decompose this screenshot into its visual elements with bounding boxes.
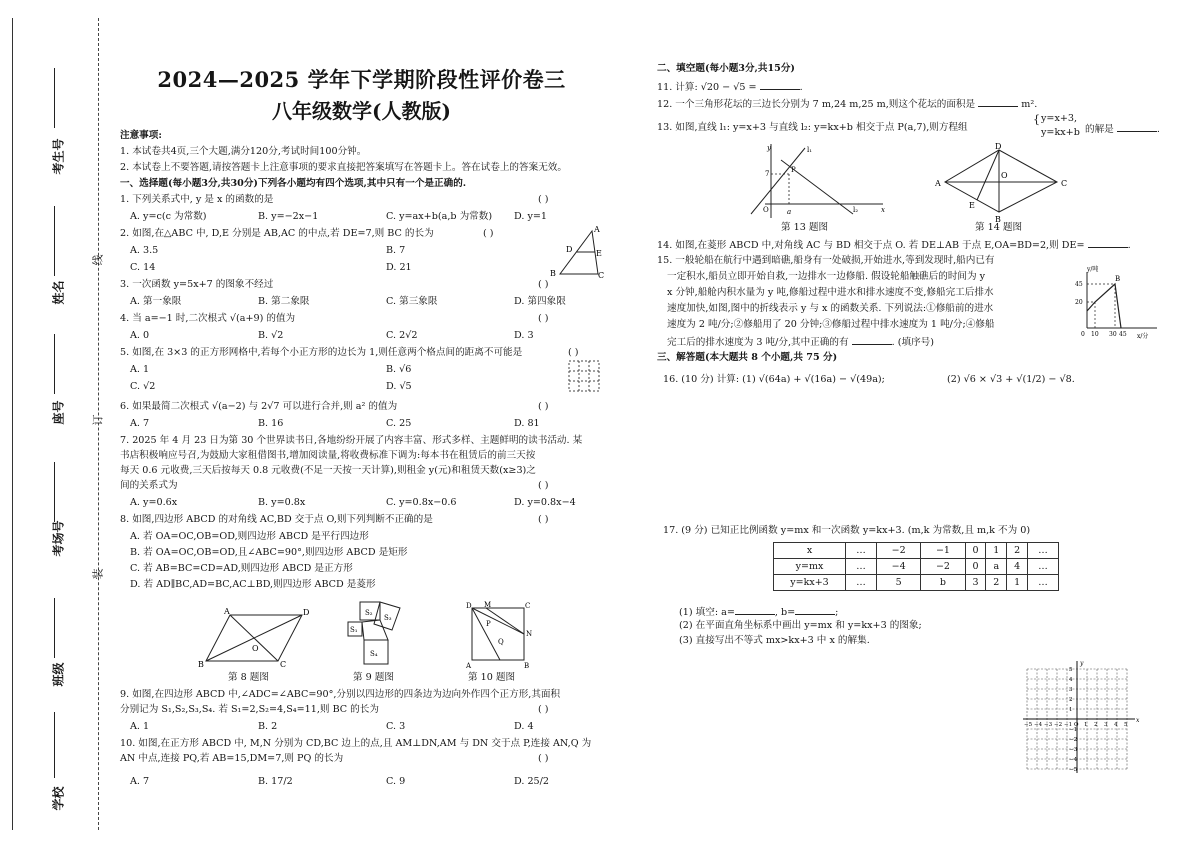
q15-water-graph [1075,266,1165,342]
q14-figure-caption: 第 14 题图 [975,222,1023,233]
q17-a-blank [735,605,775,615]
svg-text:S₃: S₃ [384,614,392,622]
svg-text:A: A [224,607,230,616]
table-cell: 1 [1007,575,1028,591]
table-cell: y=mx [774,559,846,575]
y-tick-label: −2 [1069,737,1078,743]
svg-text:E: E [969,201,975,210]
field-room-label: 考场号 [51,520,66,557]
q15-y-label: y/吨 [1087,266,1099,273]
q1-option-b: B. y=−2x−1 [258,211,319,222]
q7-option-c: C. y=0.8x−0.6 [386,497,457,508]
field-exam-id-label: 考生号 [51,138,66,175]
table-row [774,559,1059,575]
field-line-school [54,712,55,778]
q4-answer-paren: ( ) [538,313,549,324]
svg-text:D: D [466,602,472,610]
q17-coordinate-grid [1015,662,1149,786]
svg-text:O: O [763,206,769,214]
q9-stem-line1: 9. 如图,在四边形 ABCD 中,∠ADC=∠ABC=90°,分别以四边形的四条边为边向外作四个正方形,其面积 [120,689,561,700]
q15-line1: 15. 一般轮船在航行中遇到暗礁,船身有一处破损,开始进水,等到发现时,船内已有 [657,255,995,266]
q4-option-b: B. √2 [258,330,284,341]
svg-text:C: C [525,602,531,610]
y-tick-label: 4 [1069,677,1073,683]
q7-option-b: B. y=0.8x [258,497,306,508]
q9-option-a: A. 1 [130,721,150,732]
q15-y-tick-45: 45 [1075,281,1083,288]
field-line-room [54,462,55,522]
svg-text:S₄: S₄ [370,650,378,658]
q15-x-tick-30: 30 [1109,331,1117,338]
svg-text:l₁: l₁ [807,146,813,154]
section3-heading: 三、解答题(本大题共 8 个小题,共 75 分) [657,352,838,363]
q5-option-a: A. 1 [130,364,150,375]
svg-text:P: P [791,166,796,174]
svg-text:B: B [995,215,1001,224]
table-cell: −4 [876,559,920,575]
y-tick-label: 3 [1069,687,1073,693]
table-cell: 5 [876,575,920,591]
q5-option-d: D. √5 [386,381,412,392]
table-cell: … [846,575,877,591]
q1-stem: 1. 下列关系式中, y 是 x 的函数的是 [120,194,274,205]
q8-answer-paren: ( ) [538,514,549,525]
x-tick-label: 2 [1094,722,1098,728]
q10-figure-caption: 第 10 题图 [468,672,516,683]
q17-part2: (2) 在平面直角坐标系中画出 y=mx 和 y=kx+3 的图象; [679,620,922,631]
svg-text:S₂: S₂ [365,609,373,617]
x-tick-label: 4 [1114,722,1118,728]
x-tick-label: 3 [1104,722,1108,728]
svg-text:N: N [526,630,533,638]
svg-text:E: E [596,249,602,258]
q14-rhombus-figure [935,142,1071,224]
table-cell: 0 [965,559,986,575]
q9-option-d: D. 4 [514,721,534,732]
q9-stem-line2: 分别记为 S₁,S₂,S₃,S₄. 若 S₁=2,S₂=4,S₄=11,则 BC 的长为 [120,704,379,715]
field-line-exam-id [54,68,55,128]
svg-text:P: P [486,620,491,628]
q15-line4: 速度加快,如图,图中的折线表示 y 与 x 的函数关系. 下列说法:①修船前的进水 [667,303,994,314]
q4-option-d: D. 3 [514,330,534,341]
svg-text:B: B [550,269,556,278]
field-class-label: 班级 [51,662,66,687]
y-tick-label: 2 [1069,697,1073,703]
table-cell: … [846,559,877,575]
cut-mark-line: 线 [91,254,105,266]
svg-text:D: D [303,608,310,617]
q8-option-b: B. 若 OA=OC,OB=OD,且∠ABC=90°,则四边形 ABCD 是矩形 [130,547,408,558]
table-cell: … [1028,575,1059,591]
table-cell: −2 [876,543,920,559]
q4-stem: 4. 当 a=−1 时,二次根式 √(a+9) 的值为 [120,313,296,324]
q2-triangle-figure [550,225,605,280]
q15-x-label: x/分 [1137,333,1149,340]
q16-part1: 16. (10 分) 计算: (1) √(64a) + √(16a) − √(49a); [663,374,885,385]
svg-text:O: O [1001,171,1008,180]
q10-square-figure [464,602,534,672]
y-tick-label: −5 [1069,767,1078,773]
q7-option-d: D. y=0.8x−4 [514,497,576,508]
svg-text:M: M [484,601,492,609]
svg-text:l₂: l₂ [853,206,859,214]
table-row [774,575,1059,591]
field-line-class [54,598,55,658]
field-school-label: 学校 [51,786,66,811]
q13-text: 13. 如图,直线 l₁: y=x+3 与直线 l₂: y=kx+b 相交于点 P(a,7),则方程组 [657,122,968,133]
table-cell: −1 [921,543,965,559]
q12-text: 12. 一个三角形花坛的三边长分别为 7 m,24 m,25 m,则这个花坛的面积是 [657,99,976,110]
q11-text: 11. 计算: √20 − √5 = [657,82,757,93]
table-cell: a [986,559,1007,575]
q10-answer-paren: ( ) [538,753,549,764]
q7-stem-line2: 书店积极响应号召,为鼓励大家租借图书,增加阅读量,将收费标准下调为:每本书在租赁后的前三天按 [120,450,536,461]
table-cell: x [774,543,846,559]
q9-answer-paren: ( ) [538,704,549,715]
q11-stem: 11. 计算: √20 − √5 = . [657,82,803,93]
q16-part2: (2) √6 × √3 + √(1/2) − √8. [947,374,1075,385]
q1-answer-paren: ( ) [538,194,549,205]
q14-stem: 14. 如图,在菱形 ABCD 中,对角线 AC 与 BD 相交于点 O. 若 DE⊥AB 于点 E,OA=BD=2,则 DE= . [657,240,1131,251]
table-cell: 4 [1007,559,1028,575]
q9-figure-caption: 第 9 题图 [353,672,394,683]
field-name-label: 姓名 [51,280,66,305]
svg-text:7: 7 [765,170,770,178]
table-cell: −2 [921,559,965,575]
svg-text:A: A [466,662,472,670]
q7-stem-line3: 每天 0.6 元收费,三天后按每天 0.8 元收费(不足一天按一天计算),则租金 y(元)和租赁天数(x≥3)之 [120,465,536,476]
q2-option-c: C. 14 [130,262,156,273]
q13-figure-caption: 第 13 题图 [781,222,829,233]
q4-option-a: A. 0 [130,330,150,341]
q15-line6-text: 完工后的排水速度为 3 吨/分,其中正确的有 [667,337,849,348]
q6-answer-paren: ( ) [538,401,549,412]
q10-stem-line1: 10. 如图,在正方形 ABCD 中, M,N 分别为 CD,BC 边上的点,且 AM⊥DN,AM 与 DN 交于点 P,连接 AN,Q 为 [120,738,592,749]
q13-tail: 的解是 . [1085,124,1160,135]
q7-stem-line4: 间的关系式为 [120,480,178,491]
note-2: 2. 本试卷上不要答题,请按答题卡上注意事项的要求直接把答案填写在答题卡上。答在试卷上的答案无效。 [120,162,567,173]
q15-line5: 速度为 2 吨/分;②修船用了 20 分钟;③修船过程中排水速度为 1 吨/分;④修船 [667,319,995,330]
q15-x-tick-10: 10 [1091,331,1099,338]
q17-value-table [773,542,1059,591]
q6-option-c: C. 25 [386,418,412,429]
q15-line6 [667,335,934,349]
q3-option-b: B. 第二象限 [258,296,310,307]
q3-stem: 3. 一次函数 y=5x+7 的图象不经过 [120,279,274,290]
svg-text:S₁: S₁ [350,626,358,634]
y-axis-label: y [1080,660,1084,667]
q12-answer-blank [978,97,1018,107]
q15-point-b: B [1115,275,1121,283]
q6-option-b: B. 16 [258,418,284,429]
table-cell: 2 [1007,543,1028,559]
field-seat-label: 座号 [51,400,66,425]
svg-text:x: x [881,206,885,214]
x-tick-label: −2 [1054,722,1063,728]
q6-option-a: A. 7 [130,418,150,429]
q1-option-c: C. y=ax+b(a,b 为常数) [386,211,493,222]
table-cell: 3 [965,575,986,591]
q10-option-d: D. 25/2 [514,776,549,787]
svg-text:D: D [995,142,1002,151]
binding-margin [0,0,118,847]
q7-stem-line1: 7. 2025 年 4 月 23 日为第 30 个世界读书日,各地纷纷开展了内容丰富、形式多样、主题鲜明的读书活动. 某 [120,435,583,446]
q5-stem: 5. 如图,在 3×3 的正方形网格中,若每个小正方形的边长为 1,则任意两个格点间的距离不可能是 [120,347,523,358]
q4-option-c: C. 2√2 [386,330,418,341]
y-tick-label: −3 [1069,747,1078,753]
q5-option-c: C. √2 [130,381,156,392]
table-cell: 2 [986,575,1007,591]
q10-option-a: A. 7 [130,776,150,787]
q6-option-d: D. 81 [514,418,540,429]
q2-option-b: B. 7 [386,245,406,256]
table-cell: … [1028,559,1059,575]
q5-grid-figure [568,360,601,393]
q5-option-b: B. √6 [386,364,412,375]
svg-text:D: D [566,245,573,254]
q13-answer-blank [1117,122,1157,132]
svg-text:O: O [252,644,259,653]
q1-option-a: A. y=c(c 为常数) [130,211,207,222]
q17-stem: 17. (9 分) 已知正比例函数 y=mx 和一次函数 y=kx+3. (m,k 为常数,且 m,k 不为 0) [663,525,1031,536]
section1-heading: 一、选择题(每小题3分,共30分)下列各小题均有四个选项,其中只有一个是正确的. [120,178,467,189]
q8-stem: 8. 如图,四边形 ABCD 的对角线 AC,BD 交于点 O,则下列判断不正确的是 [120,514,433,525]
q10-stem-line2: AN 中点,连接 PQ,若 AB=15,DM=7,则 PQ 的长为 [120,753,344,764]
q15-x-tick-0: 0 [1081,331,1085,338]
q3-answer-paren: ( ) [538,279,549,290]
q10-option-c: C. 9 [386,776,406,787]
q8-option-d: D. 若 AD∥BC,AD=BC,AC⊥BD,则四边形 ABCD 是菱形 [130,579,376,590]
svg-text:C: C [598,271,605,280]
x-tick-label: −1 [1064,722,1073,728]
q3-option-d: D. 第四象限 [514,296,566,307]
margin-outer-line [12,18,13,830]
q9-squares-figure [346,600,422,672]
y-tick-label: 5 [1069,667,1073,673]
section2-heading: 二、填空题(每小题3分,共15分) [657,63,795,74]
q15-x-tick-45: 45 [1119,331,1127,338]
x-tick-label: −4 [1034,722,1043,728]
q10-option-b: B. 17/2 [258,776,293,787]
x-tick-label: O [1074,722,1079,728]
q2-stem: 2. 如图,在△ABC 中, D,E 分别是 AB,AC 的中点,若 DE=7,则 BC 的长为 [120,228,434,239]
q7-answer-paren: ( ) [538,480,549,491]
q11-answer-blank [760,80,800,90]
q17-part1-b: , b= [774,607,796,618]
field-line-seat [54,334,55,394]
q2-option-a: A. 3.5 [130,245,159,256]
q8-option-c: C. 若 AB=BC=CD=AD,则四边形 ABCD 是正方形 [130,563,353,574]
q17-b-blank [795,605,835,615]
exam-title: 2024—2025 学年下学期阶段性评价卷三 [157,67,566,92]
table-cell: … [846,543,877,559]
q17-part1-a: (1) 填空: a= [679,607,735,618]
exam-subtitle: 八年级数学(人教版) [272,99,451,123]
q5-answer-paren: ( ) [568,347,579,358]
x-tick-label: 5 [1124,722,1128,728]
y-tick-label: 1 [1069,707,1073,713]
svg-text:B: B [524,662,530,670]
table-cell: 0 [965,543,986,559]
q15-answer-blank [852,335,892,345]
q13-lines-figure [745,142,885,220]
q17-part3: (3) 直接写出不等式 mx>kx+3 中 x 的解集. [679,635,870,646]
table-cell: 1 [986,543,1007,559]
q3-option-c: C. 第三象限 [386,296,438,307]
q13-tail-text: 的解是 [1085,124,1114,135]
svg-text:A: A [594,225,600,234]
q13-system-eq1: y=x+3, [1041,113,1078,124]
svg-text:C: C [1061,179,1068,188]
q12-stem [657,97,1037,111]
q13-stem [657,122,968,134]
q9-option-c: C. 3 [386,721,406,732]
table-cell: b [921,575,965,591]
q9-option-b: B. 2 [258,721,278,732]
q15-y-tick-20: 20 [1075,299,1083,306]
y-tick-label: −4 [1069,757,1078,763]
q8-figure-caption: 第 8 题图 [228,672,269,683]
q3-option-a: A. 第一象限 [130,296,182,307]
q2-option-d: D. 21 [386,262,412,273]
q8-option-a: A. 若 OA=OC,OB=OD,则四边形 ABCD 是平行四边形 [130,531,369,542]
svg-text:A: A [935,179,941,188]
table-row [774,543,1059,559]
x-tick-label: 1 [1084,722,1088,728]
table-cell: y=kx+3 [774,575,846,591]
svg-text:y: y [767,144,771,152]
q14-answer-blank [1088,238,1128,248]
x-tick-label: −5 [1024,722,1033,728]
svg-text:C: C [280,660,287,669]
y-tick-label: −1 [1069,727,1078,733]
q8-parallelogram-figure [198,607,314,669]
q12-unit: m². [1021,99,1038,110]
q13-system-brace: { [1033,113,1040,126]
q6-stem: 6. 如果最简二次根式 √(a−2) 与 2√7 可以进行合并,则 a² 的值为 [120,401,398,412]
q15-line3: x 分钟,船舱内积水量为 y 吨,修船过程中进水和排水速度不变,修船完工后排水 [667,287,994,298]
notes-heading: 注意事项: [120,130,162,141]
svg-text:B: B [198,660,204,669]
q2-answer-paren: ( ) [483,228,494,239]
q17-part1: (1) 填空: a= , b= ; [679,607,839,618]
q7-option-a: A. y=0.6x [130,497,178,508]
cut-mark-pack: 装 [91,568,105,580]
field-line-name [54,206,55,276]
q1-option-d: D. y=1 [514,211,548,222]
q15-tail: . (填序号) [891,337,935,348]
x-tick-label: −3 [1044,722,1053,728]
note-1: 1. 本试卷共4页,三个大题,满分120分,考试时间100分钟。 [120,146,367,157]
svg-text:Q: Q [498,638,504,646]
cut-mark-bind: 订 [91,414,105,426]
q14-text: 14. 如图,在菱形 ABCD 中,对角线 AC 与 BD 相交于点 O. 若 DE⊥AB 于点 E,OA=BD=2,则 DE= [657,240,1085,251]
table-cell: … [1028,543,1059,559]
q15-line2: 一定积水,船员立即开始自救,一边排水一边修船. 假设轮船触礁后的时间为 y [667,271,986,282]
q13-system-eq2: y=kx+b [1041,127,1080,138]
svg-text:a: a [787,208,792,216]
x-axis-label: x [1136,717,1140,724]
